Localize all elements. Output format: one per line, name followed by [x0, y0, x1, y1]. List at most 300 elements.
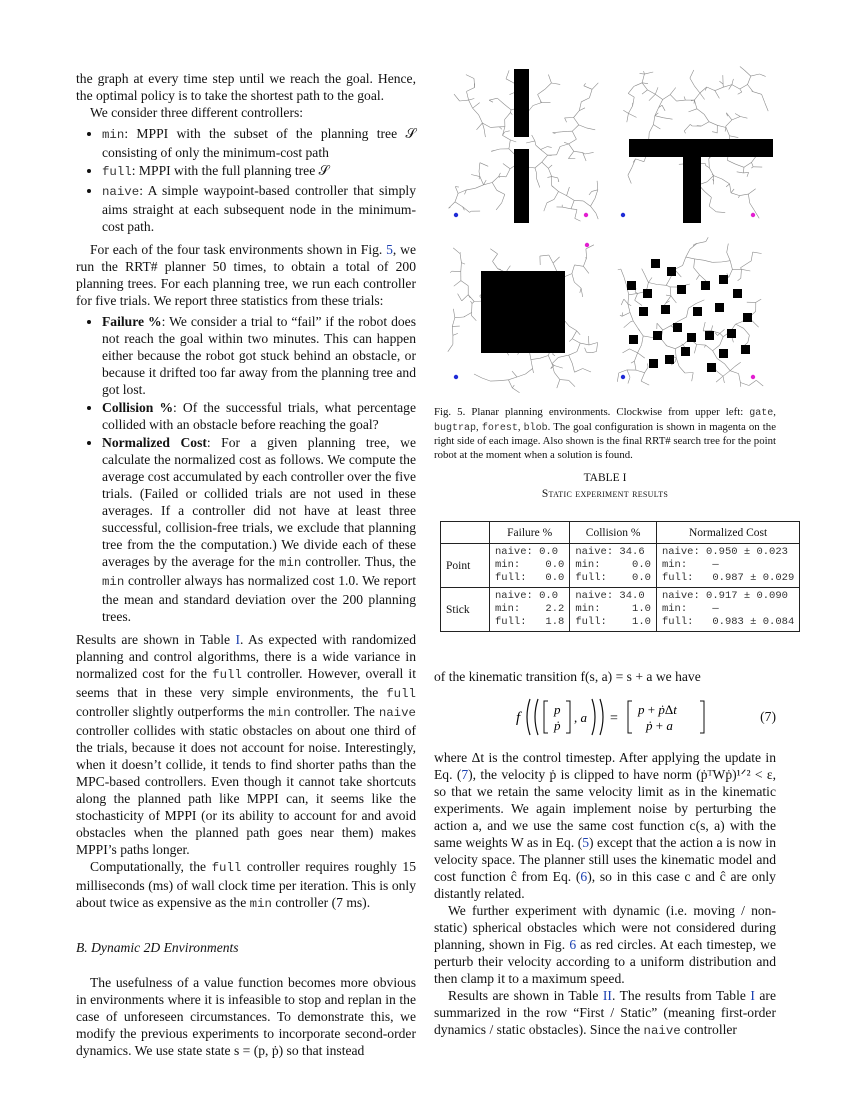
tree-edge: [535, 141, 536, 145]
tree-edge: [736, 324, 744, 328]
table-row: [441, 544, 800, 588]
tree-edge: [692, 373, 694, 382]
tree-edge: [731, 193, 740, 196]
tree-edge: [697, 109, 704, 114]
tree-edge: [730, 261, 732, 270]
tree-edge: [727, 244, 729, 253]
tree-edge: [645, 367, 649, 373]
tree-edge: [689, 109, 697, 112]
tree-edge: [572, 364, 574, 373]
tree-edge: [584, 86, 592, 90]
tree-edge: [565, 118, 567, 122]
tree-edge: [629, 293, 638, 294]
tree-edge: [709, 168, 713, 176]
equation-7: [434, 695, 776, 739]
tree-edge: [726, 128, 730, 136]
tree-edge: [648, 278, 652, 283]
tree-edge: [704, 114, 709, 122]
env-bugtrap-panel: [615, 65, 773, 223]
tree-edge: [730, 371, 739, 374]
tree-edge: [499, 127, 502, 130]
tree-edge: [630, 349, 638, 353]
tree-edge: [583, 369, 591, 373]
tree-edge: [531, 358, 540, 359]
table-label: TABLE I: [583, 472, 627, 484]
tree-edge: [628, 167, 632, 175]
tree-edge: [553, 132, 562, 133]
tree-edge: [694, 86, 700, 93]
text: controller. However, overall it seems that in these very simple environments, the: [76, 666, 416, 700]
tree-edge: [701, 122, 709, 126]
text: . As expected with randomized planning and control algorithms, there is a wide variance in normalized cost for the: [76, 632, 416, 681]
list-text: : For a given planning tree, we calculate the normalized cost as follows. We compute the average cost accumulated by each controller over the five trials. (Failed or collided trials are not used in these averages. If a controller did not have at least three successful, collision-free trials, we exclude that planning tree from the the computation.) We divide each of these averages by the average for the: [102, 435, 416, 569]
obstacle: [681, 347, 690, 356]
tree-edge: [583, 258, 586, 266]
tree-edge: [630, 313, 633, 321]
table-ref-link[interactable]: II: [602, 988, 612, 1003]
tree-edge: [640, 73, 645, 74]
tree-edge: [542, 162, 549, 168]
tree-edge: [473, 108, 479, 115]
paragraph: We consider three different controllers:: [90, 105, 304, 120]
tree-edge: [574, 118, 579, 125]
env-blob-panel: [615, 237, 773, 395]
tree-edge: [579, 102, 581, 111]
tree-edge: [723, 376, 724, 383]
tree-edge: [716, 376, 723, 382]
code-term: min: [102, 128, 125, 142]
tree-edge: [732, 339, 733, 343]
tree-edge: [682, 344, 684, 345]
tree-edge: [663, 95, 671, 100]
tree-edge: [753, 252, 762, 253]
tree-edge: [479, 177, 480, 180]
tree-edge: [697, 345, 706, 346]
eq-bracket: [628, 701, 632, 733]
collision-cell: naive: 34.0 min: 1.0 full: 1.0: [570, 588, 657, 632]
obstacle: [653, 331, 662, 340]
tree-edge: [569, 380, 575, 386]
tree-edge: [477, 123, 483, 130]
tree-edge: [455, 187, 458, 194]
tree-edge: [732, 85, 740, 89]
tree-edge: [460, 254, 461, 263]
tree-edge: [715, 87, 723, 90]
paragraph: the graph at every time step until we reach the goal. Hence, the optimal policy is to take the shortest path to the goal.: [76, 71, 416, 103]
tree-edge: [737, 172, 744, 173]
tree-edge: [748, 189, 755, 194]
text: controller. The: [290, 704, 379, 719]
tree-edge: [719, 81, 723, 84]
tree-edge: [709, 206, 716, 212]
code-term: bugtrap: [434, 422, 477, 434]
text: ) except that the action a is now in velocity space. The planner still uses the kinematic model and cost function ĉ from Eq. (: [434, 835, 776, 884]
tree-edge: [617, 373, 619, 382]
code-term: min: [278, 556, 302, 570]
list-item: [102, 434, 416, 625]
text: controller: [680, 1022, 737, 1037]
obstacle: [481, 271, 565, 353]
tree-edge: [738, 196, 739, 198]
env-gate-panel: [447, 65, 605, 223]
column-header: Collision %: [570, 522, 657, 544]
left-column: [76, 70, 416, 1059]
tree-edge: [704, 260, 713, 262]
tree-edge: [454, 94, 460, 101]
tree-edge: [619, 370, 627, 373]
tree-edge: [479, 172, 480, 177]
tree-edge: [455, 202, 463, 207]
tree-edge: [707, 87, 715, 91]
code-term: naive: [102, 185, 140, 199]
tree-edge: [589, 191, 592, 195]
tree-edge: [690, 243, 697, 249]
tree-edge: [499, 173, 501, 176]
tree-edge: [749, 380, 756, 385]
tree-edge: [549, 255, 553, 263]
tree-edge: [512, 385, 514, 388]
tree-edge: [544, 203, 547, 211]
tree-edge: [511, 113, 513, 115]
tree-edge: [623, 110, 628, 113]
tree-edge: [586, 352, 592, 353]
tree-edge: [740, 67, 744, 71]
tree-edge: [641, 381, 649, 385]
tree-edge: [666, 285, 670, 287]
goal-point: [751, 375, 755, 379]
tree-edge: [752, 91, 754, 92]
tree-edge: [706, 345, 713, 351]
tree-edge: [635, 293, 638, 300]
text: . The results from Table: [611, 988, 751, 1003]
equation-ref-link[interactable]: 7: [461, 767, 469, 782]
list-item: [102, 399, 416, 433]
tree-edge: [628, 175, 631, 183]
code-term: full: [102, 165, 132, 179]
tree-edge: [670, 88, 676, 95]
tree-edge: [482, 378, 491, 381]
tree-edge: [620, 315, 622, 316]
start-point: [454, 375, 458, 379]
tree-edge: [670, 287, 671, 296]
column-header: Normalized Cost: [656, 522, 799, 544]
obstacle: [651, 259, 660, 268]
tree-edge: [717, 359, 724, 364]
tree-edge: [700, 93, 705, 100]
tree-edge: [469, 100, 473, 108]
text: controller (7 ms).: [271, 895, 371, 910]
tree-edge: [740, 117, 747, 119]
obstacle: [701, 281, 710, 290]
start-point: [621, 213, 625, 217]
tree-edge: [696, 275, 699, 280]
eq-p: p: [554, 702, 561, 717]
figure-ref-link[interactable]: 6: [569, 937, 577, 952]
tree-edge: [709, 197, 711, 206]
tree-edge: [631, 321, 634, 322]
tree-edge: [633, 321, 638, 329]
tree-edge: [553, 263, 557, 271]
tree-edge: [493, 261, 498, 268]
eq-paren: [527, 699, 530, 735]
tree-edge: [634, 83, 642, 87]
tree-edge: [688, 284, 690, 285]
tree-edge: [460, 100, 469, 101]
tree-edge: [685, 373, 693, 374]
figure-planning-environments: [447, 65, 773, 395]
tree-edge: [715, 333, 717, 336]
tree-edge: [686, 249, 690, 257]
tree-edge: [464, 316, 465, 317]
tree-edge: [675, 349, 676, 358]
tree-edge: [474, 374, 482, 378]
tree-edge: [569, 139, 577, 144]
tree-edge: [480, 163, 488, 167]
eq-bracket: [566, 701, 570, 733]
tree-edge: [690, 78, 695, 86]
tree-edge: [720, 333, 723, 337]
tree-edge: [581, 98, 589, 102]
tree-edge: [542, 155, 548, 162]
figure-caption: Fig. 5. Planar planning environments. Clockwise from upper left: gate, bugtrap, forest, blob. The goal configuration is shown in magenta on the right side of each image. Also shown is the final RRT# search tree for the point robot at the moment when a solution is found.: [434, 406, 776, 461]
tree-edge: [756, 299, 761, 302]
text: We further experiment with dynamic (i.e. moving / non-static) spherical obstacles which were not considered during planning, shown in Fig.: [434, 903, 776, 952]
tree-edge: [508, 377, 517, 380]
tree-edge: [579, 108, 585, 111]
tree-edge: [463, 207, 470, 213]
list-text: : Of the successful trials, what percentage collided with an obstacle before reaching the goal?: [102, 400, 416, 432]
tree-edge: [726, 120, 732, 126]
tree-edge: [732, 79, 734, 85]
paragraph: The usefulness of a value function becomes more obvious in environments where it is infeasible to stop and replan in the case of unforeseen circumstances. To demonstrate this, we modify the previous experiments to incorporate second-order dynamics. We use state state s = (p, ṗ) so that instead: [76, 975, 416, 1058]
tree-edge: [735, 114, 740, 117]
tree-edge: [558, 355, 567, 357]
text: For each of the four task environments shown in Fig.: [90, 242, 387, 257]
code-term: full: [386, 687, 416, 701]
tree-edge: [684, 131, 685, 133]
tree-edge: [475, 185, 483, 189]
tree-edge: [554, 366, 563, 369]
tree-edge: [706, 166, 710, 168]
tree-edge: [664, 118, 673, 119]
tree-edge: [569, 339, 572, 342]
tree-edge: [503, 135, 511, 140]
right-column: [434, 668, 776, 1040]
tree-edge: [765, 103, 768, 111]
tree-edge: [586, 249, 587, 258]
obstacle: [687, 333, 696, 342]
tree-edge: [686, 257, 695, 259]
tree-edge: [506, 79, 514, 83]
tree-edge: [506, 169, 510, 177]
tree-edge: [577, 343, 580, 352]
tree-edge: [597, 343, 598, 352]
text: ), so in this case c and ĉ are only distantly related.: [434, 869, 776, 901]
tree-edge: [676, 358, 677, 362]
tree-edge: [510, 140, 516, 142]
tree-edge: [569, 144, 574, 151]
tree-edge: [627, 113, 629, 122]
tree-edge: [479, 115, 483, 123]
tree-edge: [533, 103, 542, 106]
tree-edge: [592, 352, 597, 353]
tree-edge: [622, 313, 630, 317]
tree-edge: [720, 337, 724, 345]
tree-edge: [744, 70, 751, 76]
tree-edge: [748, 335, 750, 342]
tree-edge: [540, 356, 549, 359]
text: Computationally, the: [90, 859, 212, 874]
goal-point: [584, 213, 588, 217]
tree-edge: [575, 265, 584, 266]
tree-edge: [662, 105, 665, 111]
tree-edge: [596, 213, 598, 219]
start-point: [621, 375, 625, 379]
tree-edge: [455, 193, 458, 202]
figure-ref-link[interactable]: 5: [386, 242, 393, 257]
tree-edge: [489, 98, 497, 100]
tree-edge: [700, 275, 707, 281]
env-forest-panel: [447, 237, 605, 395]
tree-edge: [643, 336, 652, 338]
obstacle: [705, 331, 714, 340]
tree-edge: [628, 86, 634, 93]
obstacle: [719, 349, 728, 358]
tree-edge: [731, 189, 734, 193]
tree-edge: [727, 157, 728, 160]
start-point: [454, 213, 458, 217]
tree-edge: [752, 157, 756, 163]
code-term: naive: [643, 1024, 681, 1038]
tree-edge: [492, 183, 497, 191]
tree-edge: [750, 203, 755, 211]
stat-title: Collision %: [102, 400, 174, 415]
tree-edge: [645, 274, 649, 282]
text: where Δt is the control timestep. After applying the update in Eq. (: [434, 750, 776, 782]
obstacle: [643, 289, 652, 298]
tree-edge: [569, 352, 577, 356]
table-title: Static experiment results: [541, 488, 669, 500]
equation-ref-link[interactable]: 5: [582, 835, 590, 850]
list-text: : We consider a trial to “fail” if the robot does not reach the goal within two minutes. This can happen either because the robot got stuck behind an obstacle, or because it drifted too far away from the planning tree and got lost.: [102, 314, 417, 397]
tree-edge: [535, 168, 536, 172]
tree-edge: [453, 309, 454, 318]
tree-edge: [589, 343, 598, 345]
tree-edge: [642, 74, 644, 83]
tree-edge: [638, 353, 645, 358]
code-term: min: [102, 575, 125, 589]
tree-edge: [741, 266, 744, 268]
tree-edge: [538, 89, 545, 94]
obstacle: [719, 275, 728, 284]
list-text: controller. Thus, the: [301, 554, 416, 569]
tree-edge: [726, 184, 730, 187]
tree-edge: [484, 129, 485, 137]
obstacle: [514, 149, 529, 223]
cost-cell: naive: 0.917 ± 0.090 min: — full: 0.983 ± 0.084: [656, 588, 799, 632]
tree-edge: [554, 192, 558, 200]
tree-edge: [740, 383, 749, 386]
tree-edge: [624, 299, 628, 304]
tree-edge: [505, 113, 511, 120]
equation-ref-link[interactable]: 6: [580, 869, 588, 884]
tree-edge: [580, 288, 581, 293]
tree-edge: [532, 135, 535, 141]
tree-edge: [508, 380, 512, 388]
tree-edge: [491, 151, 494, 152]
tree-edge: [560, 144, 569, 147]
tree-edge: [762, 94, 765, 102]
tree-edge: [585, 348, 587, 352]
tree-edge: [512, 388, 519, 393]
tree-edge: [706, 237, 708, 241]
text: controller collides with static obstacles on about one third of the trials, because it does not account for noise. Interestingly, when it doesn’t collide, it tends to find shorter paths than the MPC-based controllers. Even though it cannot take shortcuts along the planned path like MPPI can, it seems like the stochasticity of MPPI (or its ability to account for and avoid obstacles when the planned path goes near them) makes MPPI’s paths longer.: [76, 723, 416, 857]
code-term: forest: [481, 422, 518, 434]
tree-edge: [526, 369, 533, 375]
obstacle: [743, 313, 752, 322]
tree-edge: [732, 117, 740, 120]
tree-edge: [704, 345, 705, 347]
tree-edge: [649, 125, 653, 133]
tree-edge: [636, 370, 645, 373]
eq-row2: ṗ + a: [646, 718, 673, 733]
obstacle: [629, 335, 638, 344]
tree-edge: [635, 292, 638, 293]
tree-edge: [748, 76, 751, 84]
tree-edge: [641, 373, 645, 381]
tree-edge: [677, 100, 686, 101]
eq-equals: =: [610, 711, 618, 726]
tree-edge: [562, 131, 568, 132]
tree-edge: [715, 91, 720, 99]
table-ref-link[interactable]: I: [750, 988, 755, 1003]
tree-edge: [717, 133, 718, 134]
tree-edge: [657, 285, 666, 286]
column-header: Failure %: [490, 522, 570, 544]
results-table: [440, 521, 800, 632]
tree-edge: [725, 364, 731, 371]
tree-edge: [744, 162, 752, 167]
tree-edge: [720, 329, 725, 333]
tree-edge: [694, 100, 697, 109]
paragraph: [434, 987, 776, 1040]
tree-edge: [462, 295, 469, 301]
tree-edge: [748, 194, 749, 203]
obstacle: [661, 305, 670, 314]
tree-edge: [572, 265, 575, 274]
tree-edge: [743, 172, 748, 173]
tree-edge: [472, 302, 474, 304]
tree-edge: [453, 333, 458, 335]
tree-edge: [591, 206, 597, 213]
obstacle: [627, 281, 636, 290]
obstacle-blocks: [627, 259, 752, 372]
tree-edge: [548, 168, 551, 176]
table-row: [441, 588, 800, 632]
tree-edge: [453, 248, 460, 254]
tree-edge: [506, 70, 509, 78]
statistics-list: [76, 313, 416, 625]
table-ref-link[interactable]: I: [235, 632, 240, 647]
tree-edge: [638, 329, 640, 331]
code-term: min: [249, 897, 272, 911]
tree-edge: [628, 295, 629, 304]
tree-edge: [509, 266, 511, 268]
tree-edge: [740, 85, 748, 90]
obstacle: [673, 323, 682, 332]
tree-edge: [666, 345, 667, 346]
tree-edge: [747, 172, 749, 176]
